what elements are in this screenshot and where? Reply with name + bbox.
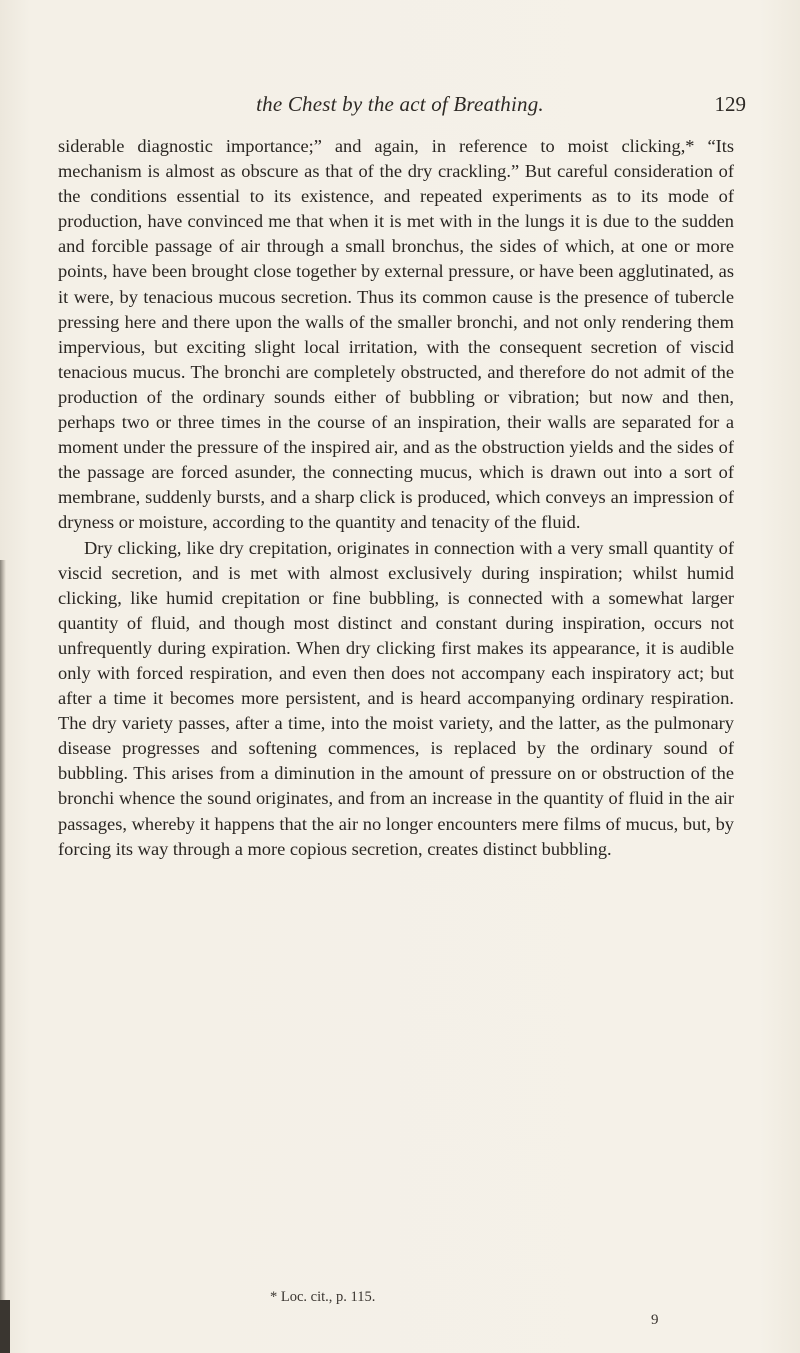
page-binding-shadow (0, 1300, 10, 1353)
page-number: 129 (714, 92, 746, 116)
paragraph-2: Dry clicking, like dry crepitation, originates in connection with a very small quantity of viscid secretion, and is met with almost exclusively during inspiration; whilst humid clicking, like humid crepitation or fine bubbling, is connected with a somewhat larger quantity of fluid, and though most distinct and constant during inspiration, occurs not unfrequently during expiration. When dry clicking first makes its appearance, it is audible only with forced respiration, and even then does not accompany each inspiratory act; but after a time it becomes more persistent, and is heard accompanying ordinary respiration. The dry variety passes, after a time, into the moist variety, and the latter, as the pulmonary disease progresses and softening commences, is replaced by the ordinary sound of bubbling. This arises from a diminution in the amount of pressure on or obstruction of the bronchi whence the sound originates, and from an increase in the quantity of fluid in the air passages, whereby it happens that the air no longer encounters mere films of mucus, but, by forcing its way through a more copious secretion, creates distinct bubbling. (58, 537, 734, 859)
signature-mark: 9 (651, 1312, 659, 1328)
running-title: the Chest by the act of Breathing. (256, 92, 544, 116)
body-text (58, 134, 734, 862)
footnote: * Loc. cit., p. 115. (270, 1289, 376, 1305)
paragraph-1: siderable diagnostic importance;” and again, in reference to moist clicking,* “Its mechanism is almost as obscure as that of the dry crackling.” But careful consideration of the conditions essential to its existence, and repeated experiments as to its mode of production, have convinced me that when it is met with in the lungs it is due to the sudden and forcible passage of air through a small bronchus, the sides of which, at one or more points, have been brought close together by external pressure, or have been agglutinated, as it were, by tenacious mucous secretion. Thus its common cause is the presence of tubercle pressing here and there upon the walls of the smaller bronchi, and not only rendering them impervious, but exciting slight local irritation, with the consequent secretion of viscid tenacious mucus. The bronchi are completely obstructed, and therefore do not admit of the production of the ordinary sounds either of bubbling or vibration; but now and then, perhaps two or three times in the course of an inspiration, their walls are separated for a moment under the pressure of the inspired air, and as the obstruction yields and the sides of the passage are forced asunder, the connecting mucus, which is drawn out into a sort of membrane, suddenly bursts, and a sharp click is produced, which conveys an impression of dryness or moisture, according to the quantity and tenacity of the fluid. (58, 136, 734, 533)
page-binding-edge (0, 560, 6, 1353)
